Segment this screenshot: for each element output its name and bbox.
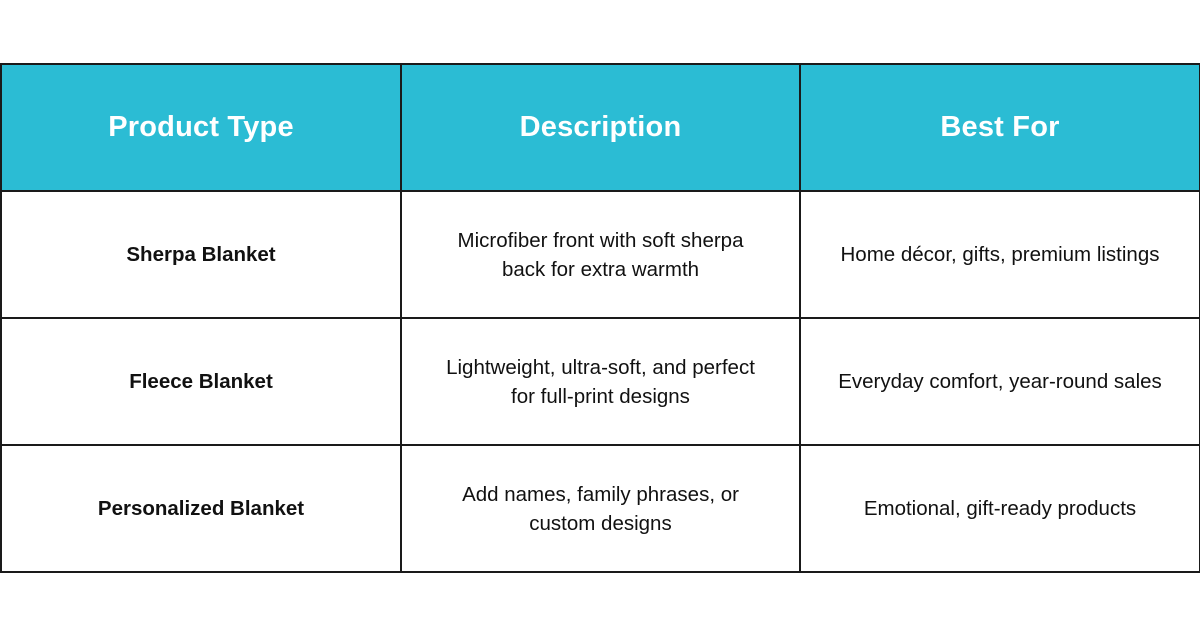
description-line: Add names, family phrases, or — [462, 482, 739, 506]
description-line: back for extra warmth — [501, 257, 700, 281]
cell-description — [401, 445, 800, 572]
cell-product-type: Personalized Blanket — [1, 445, 401, 572]
description-line: Lightweight, ultra-soft, and perfect — [446, 355, 755, 379]
table-row — [1, 318, 1200, 445]
description-line: for full-print designs — [511, 384, 690, 408]
description-line: Microfiber front with soft sherpa — [457, 228, 744, 252]
column-header-best-for: Best For — [800, 64, 1200, 191]
table-row — [1, 445, 1200, 572]
cell-best-for: Everyday comfort, year-round sales — [800, 318, 1200, 445]
description-line: custom designs — [529, 511, 672, 535]
cell-best-for: Emotional, gift-ready products — [800, 445, 1200, 572]
table-header — [1, 64, 1200, 191]
cell-product-type: Sherpa Blanket — [1, 191, 401, 318]
product-comparison-table — [0, 63, 1200, 573]
cell-description — [401, 318, 800, 445]
column-header-description: Description — [401, 64, 800, 191]
column-header-product-type: Product Type — [1, 64, 401, 191]
cell-best-for: Home décor, gifts, premium listings — [800, 191, 1200, 318]
header-row — [1, 64, 1200, 191]
cell-description — [401, 191, 800, 318]
cell-product-type: Fleece Blanket — [1, 318, 401, 445]
table-body — [1, 191, 1200, 572]
table-row — [1, 191, 1200, 318]
